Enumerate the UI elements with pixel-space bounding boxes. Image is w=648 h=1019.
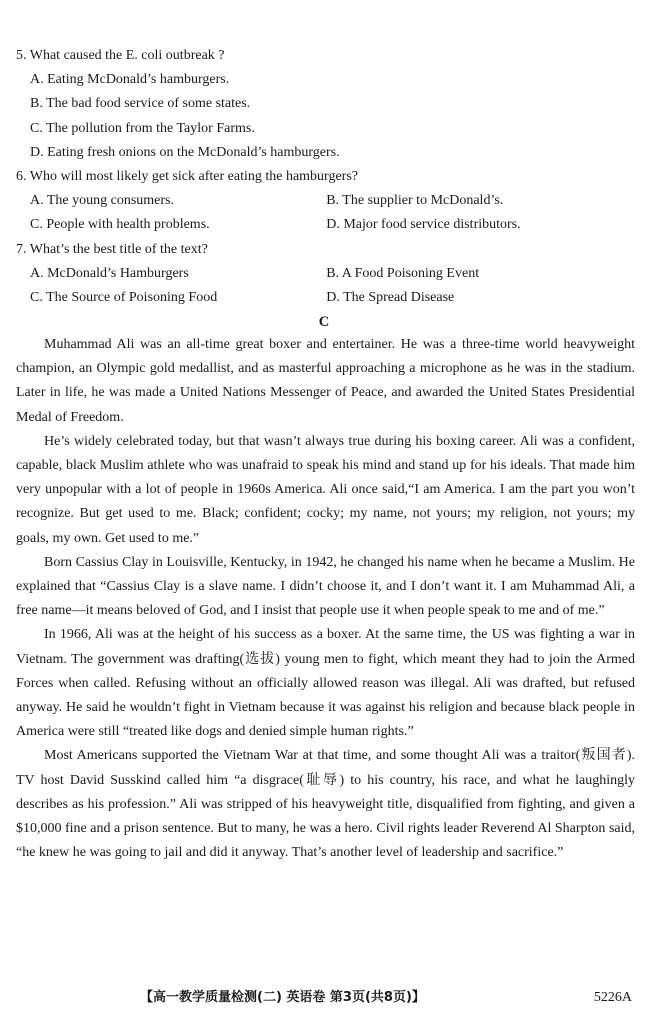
option-b: B. The supplier to McDonald’s.: [326, 193, 504, 209]
option-a: A. Eating McDonald’s hamburgers.: [30, 72, 230, 88]
question-stem: 6. Who will most likely get sick after eating the hamburgers?: [16, 168, 359, 184]
question-5: [16, 44, 636, 165]
paper-code: 5226A: [593, 990, 632, 1005]
section-label: C: [318, 314, 330, 330]
option-row: [16, 213, 636, 237]
option-b: B. A Food Poisoning Event: [326, 265, 480, 281]
question-stem: 7. What’s the best title of the text?: [16, 241, 208, 257]
option-a: A. McDonald’s Hamburgers: [30, 265, 189, 281]
option-d: D. Eating fresh onions on the McDonald’s hamburgers.: [30, 144, 340, 160]
reading-passage: [16, 333, 635, 865]
option-row: [16, 189, 636, 213]
paragraph-3: Born Cassius Clay in Louisville, Kentucky, in 1942, he changed his name when he became a Muslim. He explained that “Cassius Clay is a slave name. I didn’t choose it, and I don’t want it. I am Muhammad Ali, a free name—it means beloved of God, and I insist that people use it when people speak to me and of me.”: [16, 554, 635, 619]
page-footer: [0, 986, 648, 1010]
option-c: C. The Source of Poisoning Food: [30, 289, 218, 305]
option-row: [16, 262, 636, 286]
question-6: [16, 165, 636, 238]
option-d: D. Major food service distributors.: [326, 217, 521, 233]
paragraph-2: He’s widely celebrated today, but that wasn’t always true during his boxing career. Ali was a confident, capable, black Muslim athlete who was unafraid to speak his mind and stand up for his ideals. That made him very unpopular with a lot of people in 1960s America. Ali once said,“I am America. I am the part you won’t recognize. But get used to me. Black; confident; cocky; my name, not yours; my religion, not yours; my goals, my own. Get used to me.”: [16, 433, 635, 546]
paragraph-5: Most Americans supported the Vietnam War at that time, and some thought Ali was a traitor(叛国者). TV host David Susskind called him “a disgrace(耻辱) to his country, his race, and what he laughingly describes as his profession.” Ali was stripped of his heavyweight title, disqualified from fighting, and given a $10,000 fine and a prison sentence. But to many, he was a hero. Civil rights leader Reverend Al Sharpton said, “he knew he was going to jail and did it anyway. That’s another level of leadership and sacrifice.”: [16, 748, 635, 861]
option-b: B. The bad food service of some states.: [30, 96, 251, 112]
option-c: C. The pollution from the Taylor Farms.: [30, 120, 255, 136]
option-a: A. The young consumers.: [30, 193, 174, 209]
question-block: [16, 44, 636, 310]
exam-title: 【高一教学质量检测(二) 英语卷 第3页(共8页)】: [140, 990, 425, 1005]
option-c: C. People with health problems.: [30, 217, 210, 233]
paragraph-4: In 1966, Ali was at the height of his success as a boxer. At the same time, the US was fighting a war in Vietnam. The government was drafting(选拔) young men to fight, which meant they had to join the Armed Forces when called. Refusing without an officially allowed reason was illegal. Ali was drafted, but refused anyway. He said he wouldn’t fight in Vietnam because it was against his religion and because black people in America were still “treated like dogs and denied simple human rights.”: [16, 627, 635, 740]
option-row: [16, 286, 636, 310]
option-d: D. The Spread Disease: [326, 289, 455, 305]
question-stem: 5. What caused the E. coli outbreak ?: [16, 48, 225, 63]
question-7: [16, 238, 636, 311]
paragraph-1: Muhammad Ali was an all-time great boxer and entertainer. He was a three-time world heavyweight champion, an Olympic gold medallist, and as masterful approaching a microphone as he was in the stadium. Later in life, he was made a United Nations Messenger of Peace, and awarded the United States Presidential Medal of Freedom.: [16, 337, 635, 425]
